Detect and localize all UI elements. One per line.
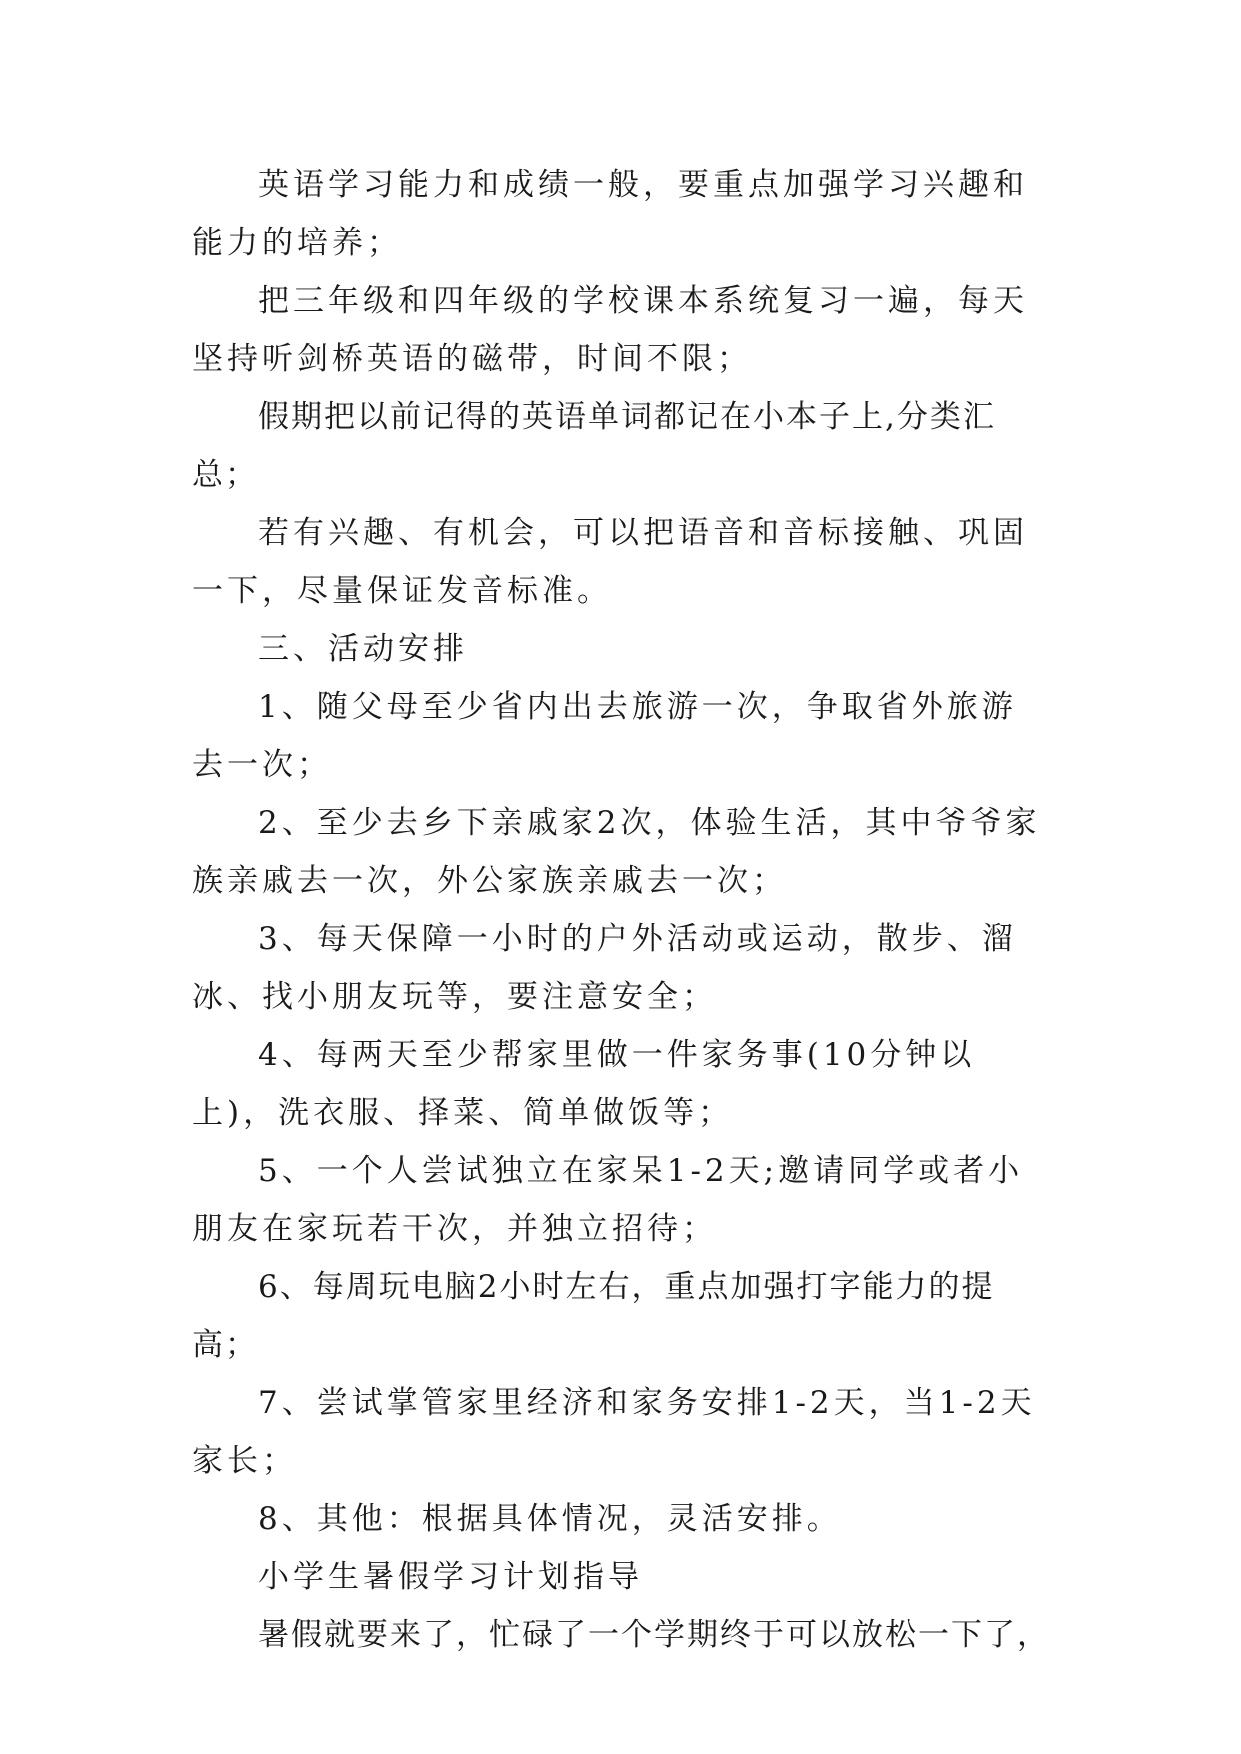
list-item-outdoor-activity: 3、每天保障一小时的户外活动或运动，散步、溜冰、找小朋友玩等，要注意安全；	[192, 921, 1017, 1015]
paragraph-english-ability: 英语学习能力和成绩一般，要重点加强学习兴趣和能力的培养；	[192, 167, 1028, 261]
list-item-manage-household: 7、尝试掌管家里经济和家务安排1-2天，当1-2天家长；	[192, 1385, 1036, 1479]
list-item-travel: 1、随父母至少省内出去旅游一次，争取省外旅游去一次；	[192, 689, 1017, 783]
section-heading-activities: 三、活动安排	[258, 631, 468, 667]
list-item-computer-typing: 6、每周玩电脑2小时左右，重点加强打字能力的提高；	[192, 1269, 995, 1363]
paragraph-summer-intro: 暑假就要来了，忙碌了一个学期终于可以放松一下了，	[258, 1617, 1050, 1653]
document-body	[192, 156, 1050, 1664]
list-item-housework: 4、每两天至少帮家里做一件家务事(10分钟以上)，洗衣服、择菜、简单做饭等；	[192, 1037, 976, 1131]
paragraph-review-textbooks: 把三年级和四年级的学校课本系统复习一遍，每天坚持听剑桥英语的磁带，时间不限；	[192, 283, 1028, 377]
list-item-visit-relatives: 2、至少去乡下亲戚家2次，体验生活，其中爷爷家族亲戚去一次，外公家族亲戚去一次；	[192, 805, 1041, 899]
list-item-stay-alone: 5、一个人尝试独立在家呆1-2天;邀请同学或者小朋友在家玩若干次，并独立招待；	[192, 1153, 1024, 1247]
list-item-other: 8、其他：根据具体情况，灵活安排。	[258, 1501, 842, 1537]
section-heading-summer-study-guide: 小学生暑假学习计划指导	[258, 1559, 643, 1595]
paragraph-vocabulary-notebook: 假期把以前记得的英语单词都记在小本子上,分类汇总；	[192, 399, 996, 493]
paragraph-pronunciation: 若有兴趣、有机会，可以把语音和音标接触、巩固一下，尽量保证发音标准。	[192, 515, 1028, 609]
